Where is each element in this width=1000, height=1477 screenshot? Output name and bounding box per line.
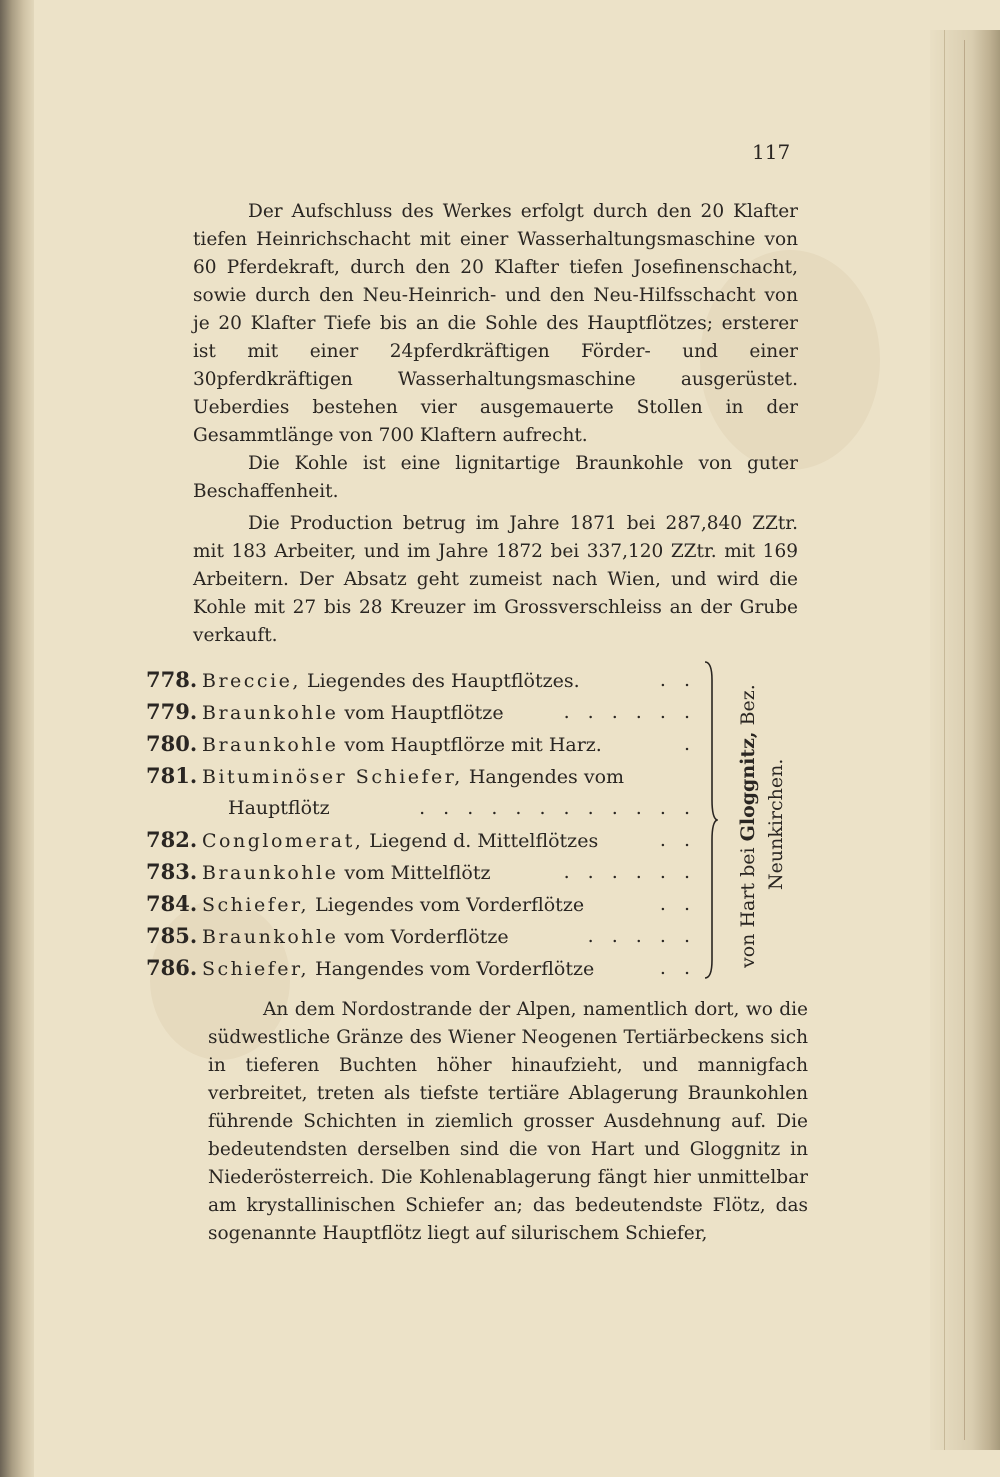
entry-description: vom Hauptflötze: [338, 702, 504, 724]
list-item: [146, 760, 696, 792]
entry-number: 785.: [146, 923, 198, 948]
list-item: [146, 728, 696, 760]
entry-number: 782.: [146, 827, 198, 852]
locality-prefix: von Hart bei: [737, 841, 759, 968]
entry-description: Liegendes vom Vorderflötze: [309, 894, 585, 916]
entry-number: 781.: [146, 763, 198, 788]
list-item: [146, 920, 696, 952]
list-item: [146, 888, 696, 920]
entry-description: Liegend d. Mittelflötzes: [363, 830, 599, 852]
list-item: [146, 696, 696, 728]
entry-description: Hangendes vom: [462, 766, 625, 788]
list-item: [146, 856, 696, 888]
entry-term: Schiefer,: [202, 894, 310, 916]
entry-description: Hauptflötz: [228, 797, 330, 819]
leader-dots: . .: [659, 893, 696, 915]
entry-number: 786.: [146, 955, 198, 980]
leader-dots: .: [683, 733, 696, 755]
entry-description: vom Hauptflörze mit Harz.: [338, 734, 602, 756]
paragraph-2: Die Kohle ist eine lignitartige Braunkohle von guter Beschaffenheit.: [193, 453, 798, 502]
list-item-continuation: [146, 792, 696, 824]
paragraph-3: Die Production betrug im Jahre 1871 bei 287,840 ZZtr. mit 183 Arbeiter, und im Jahre 1872 bei 337,120 ZZtr. mit 169 Arbeitern. Der Absatz geht zumeist nach Wien, und wird die Kohle mit 27 bis 28 Kreuzer im Grossverschleiss an der Grube verkauft.: [193, 513, 798, 646]
entry-description: vom Vorderflötze: [338, 926, 509, 948]
entry-number: 779.: [146, 699, 198, 724]
leader-dots: . . . . . .: [563, 861, 696, 883]
list-item: [146, 664, 696, 696]
entry-number: 780.: [146, 731, 198, 756]
leader-dots: . .: [659, 957, 696, 979]
locality-suffix: Bez.: [737, 684, 759, 732]
entry-number: 784.: [146, 891, 198, 916]
leader-dots: . . . . . . . . . . . .: [419, 797, 696, 819]
specimen-list: [146, 664, 696, 984]
district-label: Neunkirchen.: [765, 758, 787, 890]
paragraph-4: An dem Nordostrande der Alpen, namentlich dort, wo die südwestliche Gränze des Wiener Neogenen Tertiärbeckens sich in tieferen Buchten höher hinaufzieht, und mannigfach verbreitet, treten als tiefste tertiäre Ablagerung Braunkohlen führende Schichten in ziemlich grosser Ausdehnung auf. Die bedeutendsten derselben sind die von Hart und Gloggnitz in Niederösterreich. Die Kohlenablagerung fängt hier unmittelbar am krystallinischen Schiefer an; das bedeutendste Flötz, das sogenannte Hauptflötz liegt auf silurischem Schiefer,: [208, 999, 808, 1244]
list-item: [146, 952, 696, 984]
curly-brace: [702, 660, 718, 980]
leader-dots: . .: [659, 829, 696, 851]
entry-description: Liegendes des Hauptflötzes.: [300, 670, 580, 692]
page-edge: [930, 30, 1000, 1450]
paragraph-1: Der Aufschluss des Werkes erfolgt durch den 20 Klafter tiefen Heinrichschacht mit einer Wasserhaltungsmaschine von 60 Pferdekraft, durch den 20 Klafter tiefen Josefinenschacht, sowie durch den Neu-Heinrich- und den Neu-Hilfsschacht von je 20 Klafter Tiefe bis an die Sohle des Hauptflötzes; ersterer ist mit einer 24pferdkräftigen Förder- und einer 30pferdkräftigen Wasserhaltungsmaschine ausgerüstet. Ueberdies bestehen vier ausgemauerte Stollen in der Gesammtlänge von 700 Klaftern aufrecht.: [193, 201, 798, 446]
entry-term: Conglomerat,: [202, 830, 364, 852]
entry-term: Braunkohle: [202, 702, 339, 724]
locality-label: [737, 684, 759, 968]
entry-description: Hangendes vom Vorderflötze: [309, 958, 595, 980]
leader-dots: . . . . . .: [563, 701, 696, 723]
page-gutter: [0, 0, 34, 1477]
locality-name: Gloggnitz,: [737, 731, 759, 842]
entry-term: Schiefer,: [202, 958, 310, 980]
entry-number: 783.: [146, 859, 198, 884]
entry-term: Braunkohle: [202, 862, 339, 884]
entry-term: Breccie,: [202, 670, 301, 692]
entry-description: vom Mittelflötz: [338, 862, 491, 884]
entry-number: 778.: [146, 667, 198, 692]
entry-term: Bituminöser Schiefer,: [202, 766, 463, 788]
page-number: 117: [752, 140, 791, 164]
entry-term: Braunkohle: [202, 734, 339, 756]
leader-dots: . .: [659, 669, 696, 691]
list-item: [146, 824, 696, 856]
leader-dots: . . . . .: [587, 925, 696, 947]
entry-term: Braunkohle: [202, 926, 339, 948]
